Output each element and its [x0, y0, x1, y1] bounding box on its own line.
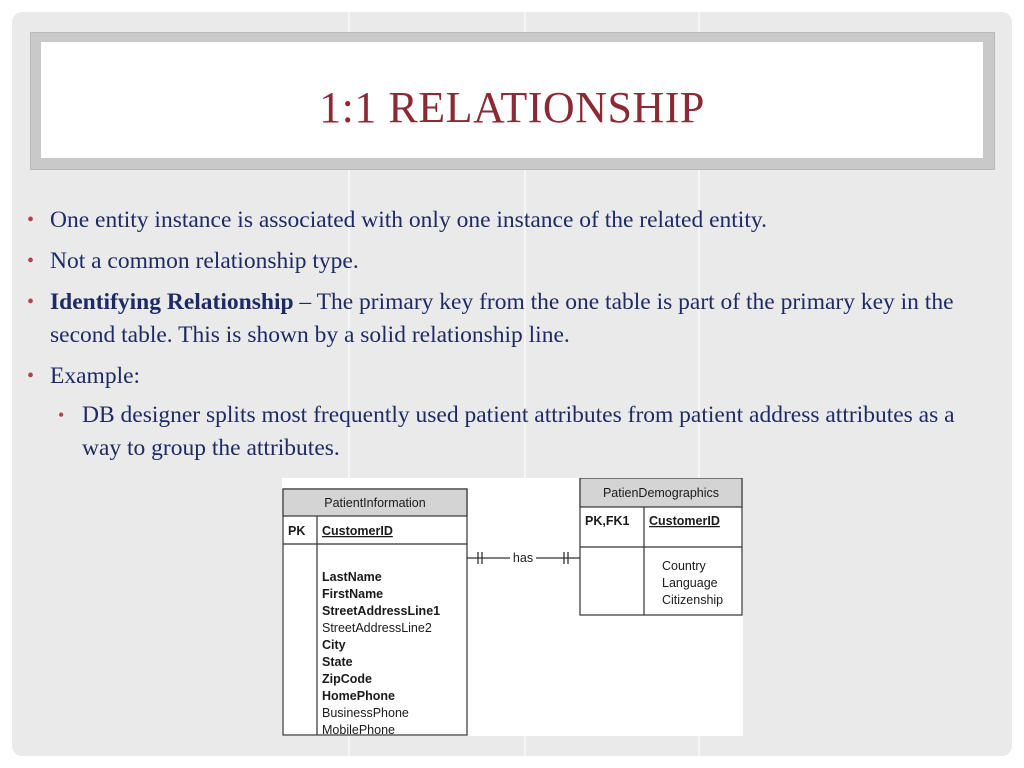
attribute-field: StreetAddressLine2	[322, 621, 432, 635]
attribute-field: MobilePhone	[322, 723, 395, 736]
attribute-field: BusinessPhone	[322, 706, 409, 720]
bullet-item	[25, 245, 955, 278]
attribute-field: LastName	[322, 570, 382, 584]
attribute-field: ZipCode	[322, 672, 372, 686]
key-field: CustomerID	[322, 524, 393, 538]
entity-name: PatienDemographics	[602, 486, 720, 500]
attribute-field: FirstName	[322, 587, 384, 601]
attribute-field: HomePhone	[322, 689, 395, 703]
title-box	[41, 42, 983, 158]
bullet-text: One entity instance is associated with only one instance of the related entity.	[50, 207, 767, 233]
attribute-field: City	[322, 638, 346, 652]
key-label: PK,FK1	[585, 514, 630, 528]
entity-name: PatientInformation	[324, 496, 426, 510]
attribute-field: StreetAddressLine1	[322, 604, 441, 618]
key-label: PK	[288, 524, 306, 538]
attribute-field: Citizenship	[662, 593, 724, 607]
attribute-field: State	[322, 655, 353, 669]
attribute-field: Language	[662, 576, 718, 590]
attribute-field: Country	[662, 559, 706, 573]
bullet-item	[25, 286, 955, 352]
er-diagram	[282, 478, 743, 736]
bullet-text: – The primary key from the one table is part of the primary key in the second table. This is shown by a solid relationship line.	[50, 289, 954, 348]
bullet-dot-icon: •	[27, 365, 35, 387]
bullet-item	[25, 360, 955, 393]
bullet-text: Not a common relationship type.	[50, 248, 359, 274]
relationship-line	[467, 551, 580, 565]
sub-bullet-dot-icon: •	[58, 405, 65, 425]
bullet-dot-icon: •	[27, 209, 35, 231]
sub-bullet-item	[25, 399, 955, 465]
bullet-dot-icon: •	[27, 291, 35, 313]
slide	[12, 12, 1012, 756]
relationship-label: has	[512, 551, 534, 565]
slide-title: 1:1 RELATIONSHIP	[319, 83, 705, 132]
bullet-term: Identifying Relationship	[50, 289, 294, 315]
sub-bullet-text: DB designer splits most frequently used patient attributes from patient address attributes as a way to group the attributes.	[82, 402, 955, 461]
entity-patient-information	[283, 489, 467, 736]
entity-patien-demographics	[580, 478, 742, 615]
bullet-text: Example:	[50, 363, 141, 389]
title-frame	[30, 32, 995, 170]
bullet-list	[25, 204, 955, 465]
bullet-dot-icon: •	[27, 250, 35, 272]
bullet-item	[25, 204, 955, 237]
key-field: CustomerID	[649, 514, 720, 528]
